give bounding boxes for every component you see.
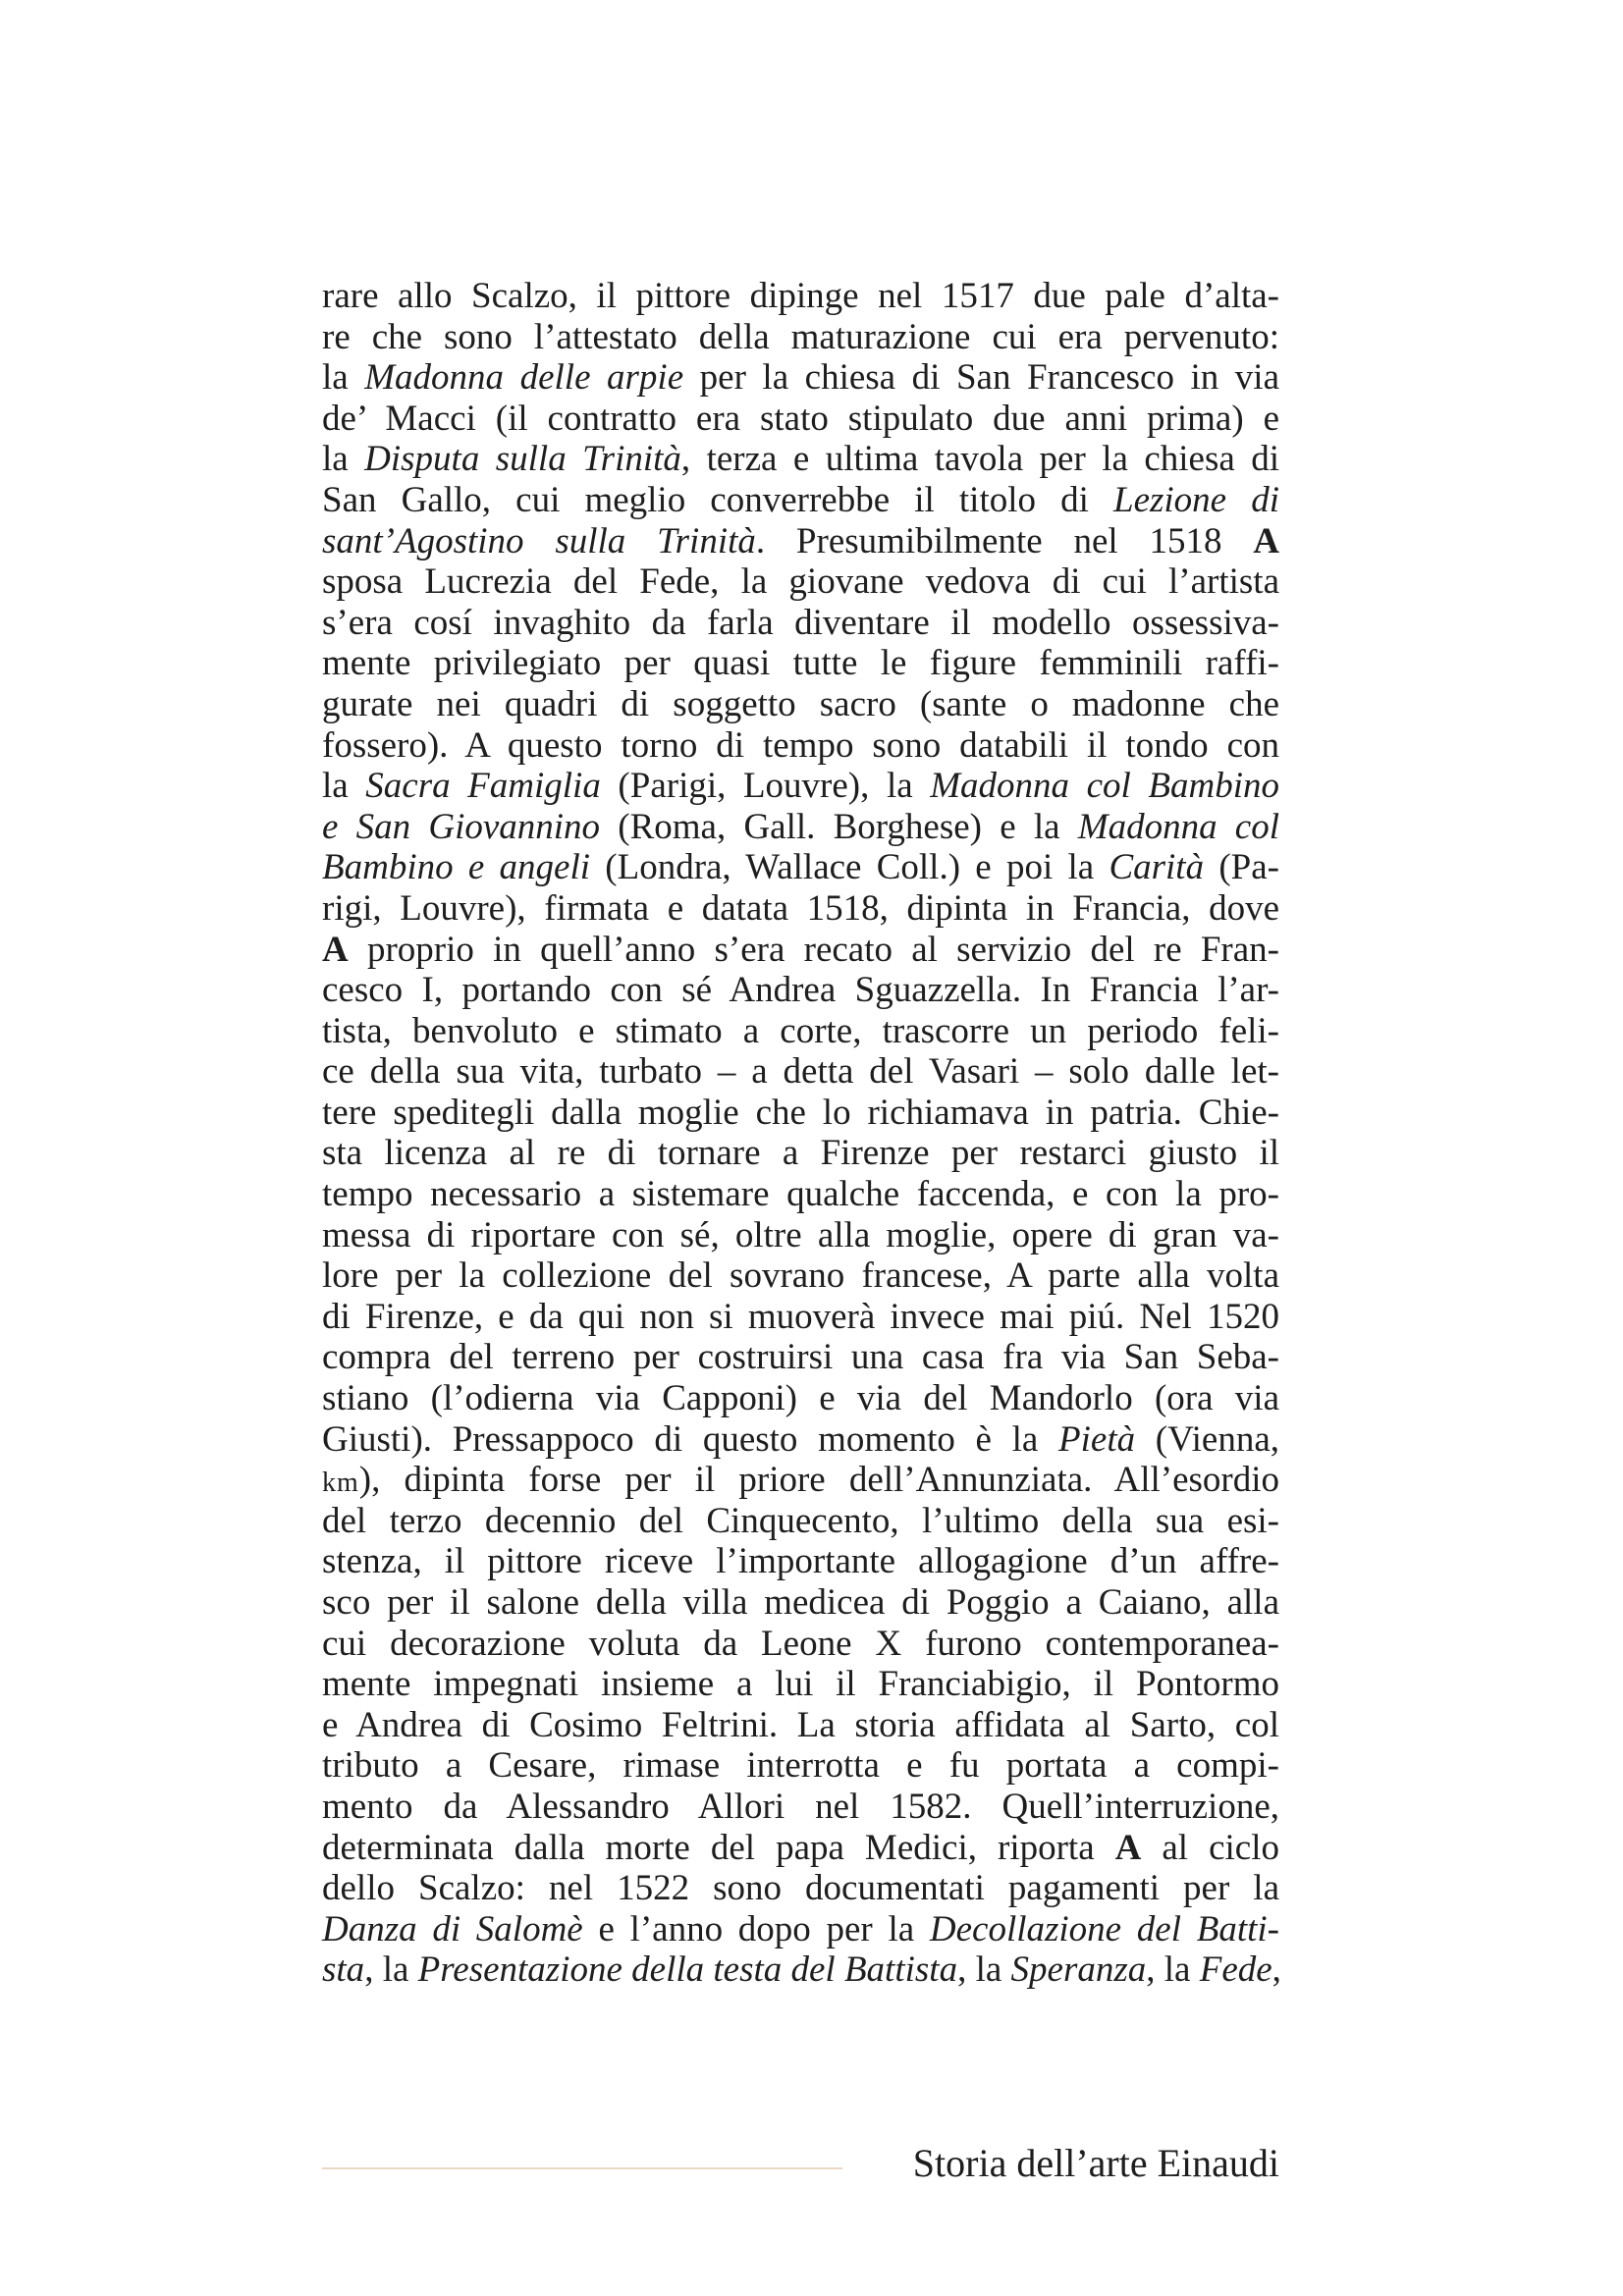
italic-title: Carità (1109, 847, 1205, 888)
text-run: ce della sua vita, turbato – a detta del Vasari – solo dalle let- (322, 1051, 1279, 1093)
text-run: mento da Alessandro Allori nel 1582. Quell’interruzione, (322, 1786, 1279, 1827)
text-run: la (322, 439, 365, 480)
text-run: San Gallo, cui meglio converrebbe il titolo di (322, 479, 1113, 520)
text-line (322, 1705, 1279, 1746)
italic-title: sant’Agostino sulla Trinità (322, 520, 756, 561)
text-run: stenza, il pittore riceve l’importante allogagione d’un affre- (322, 1541, 1279, 1582)
text-line (322, 1093, 1279, 1134)
text-run: (Londra, Wallace Coll.) e poi la (590, 847, 1109, 888)
text-line (322, 1828, 1279, 1869)
text-run: di Firenze, e da qui non si muoverà invece mai piú. Nel 1520 (322, 1296, 1279, 1337)
text-line (322, 970, 1279, 1011)
italic-title: Danza di Salomè (322, 1908, 583, 1949)
text-run: fossero). A questo torno di tempo sono databili il tondo con (322, 724, 1279, 766)
text-run: e l’anno dopo per la (582, 1908, 930, 1949)
text-run: cui decorazione voluta da Leone X furono contemporanea- (322, 1623, 1279, 1664)
text-line (322, 1664, 1279, 1705)
text-line (322, 399, 1279, 440)
italic-title: Sacra Famiglia (365, 766, 601, 807)
text-run: tributo a Cesare, rimase interrotta e fu portata a compi- (322, 1745, 1279, 1787)
text-line (322, 439, 1279, 480)
text-run: per la chiesa di San Francesco in via (683, 357, 1280, 399)
text-line (322, 1133, 1279, 1174)
text-run: de’ Macci (il contratto era stato stipulato due anni prima) e (322, 398, 1279, 439)
italic-title: Bambino e angeli (322, 847, 591, 888)
text-run: la (322, 357, 365, 399)
text-line (322, 807, 1279, 848)
text-run: la (322, 766, 366, 807)
text-run: tempo necessario a sistemare qualche faccenda, e con la pro- (322, 1174, 1279, 1215)
text-run: Giusti). Pressappoco di questo momento è la (322, 1418, 1059, 1460)
text-line (322, 1255, 1279, 1297)
text-line (322, 1174, 1279, 1215)
text-run: re che sono l’attestato della maturazione cui era pervenuto: (322, 316, 1279, 357)
text-line (322, 1297, 1279, 1338)
text-run: . Presumibilmente nel 1518 (755, 520, 1254, 561)
text-run: km (322, 1468, 359, 1499)
text-run: mente privilegiato per quasi tutte le figure femminili raffi- (322, 643, 1279, 684)
text-run: tista, benvoluto e stimato a corte, trascorre un periodo feli- (322, 1010, 1279, 1051)
text-run: determinata dalla morte del papa Medici, riporta (322, 1827, 1115, 1868)
text-run: sposa Lucrezia del Fede, la giovane vedova di cui l’artista (322, 561, 1279, 603)
text-line (322, 1909, 1279, 1950)
italic-title: Pietà (1058, 1418, 1136, 1460)
italic-title: Madonna col (1077, 806, 1280, 847)
text-run: , (1271, 1949, 1281, 1991)
text-run: messa di riportare con sé, oltre alla moglie, opere di gran va- (322, 1214, 1279, 1255)
text-run: , la (364, 1949, 418, 1991)
text-run: tere speditegli dalla moglie che lo richiamava in patria. Chie- (322, 1092, 1279, 1133)
text-line (322, 1011, 1279, 1052)
italic-title: Madonna delle arpie (364, 357, 684, 399)
text-run: (Pa- (1204, 847, 1279, 888)
text-line (322, 1541, 1279, 1582)
text-line (322, 1501, 1279, 1542)
italic-title: Disputa sulla Trinità (364, 439, 681, 480)
text-run: sta licenza al re di tornare a Firenze per restarci giusto il (322, 1133, 1279, 1174)
text-run: (Roma, Gall. Borghese) e la (600, 806, 1078, 847)
italic-title: Lezione di (1113, 479, 1279, 520)
text-run: compra del terreno per costruirsi una casa fra via San Seba- (322, 1337, 1279, 1378)
body-text (322, 276, 1279, 1991)
text-line (322, 1215, 1279, 1256)
text-line (322, 847, 1279, 888)
text-line (322, 1787, 1279, 1828)
text-line (322, 930, 1279, 971)
text-run: , terza e ultima tavola per la chiesa di (680, 439, 1280, 480)
text-line (322, 276, 1279, 317)
text-line (322, 1582, 1279, 1624)
text-line (322, 561, 1279, 603)
italic-title: e San Giovannino (322, 806, 601, 847)
text-run: (Parigi, Louvre), la (600, 766, 931, 807)
text-run: e Andrea di Cosimo Feltrini. La storia affidata al Sarto, col (322, 1704, 1279, 1745)
text-run: cesco I, portando con sé Andrea Sguazzella. In Francia l’ar- (322, 970, 1279, 1011)
text-line (322, 1419, 1279, 1461)
text-run: al ciclo (1141, 1827, 1280, 1868)
text-line (322, 521, 1279, 562)
footer-title: Storia dell’arte Einaudi (912, 2141, 1279, 2185)
text-run: del terzo decennio del Cinquecento, l’ultimo della sua esi- (322, 1500, 1279, 1541)
text-run: gurate nei quadri di soggetto sacro (sante o madonne che (322, 683, 1279, 724)
text-run: rare allo Scalzo, il pittore dipinge nel 1517 due pale d’alta- (322, 276, 1279, 316)
text-line (322, 643, 1279, 684)
text-run: s’era cosí invaghito da farla diventare il modello ossessiva- (322, 602, 1279, 643)
text-line (322, 766, 1279, 807)
text-run: , la (1146, 1949, 1200, 1991)
text-line (322, 1378, 1279, 1419)
text-run: , la (957, 1949, 1011, 1991)
italic-title: sta (322, 1949, 365, 1991)
bold-initial: A (322, 929, 349, 970)
text-run: dello Scalzo: nel 1522 sono documentati pagamenti per la (322, 1868, 1279, 1909)
italic-title: Decollazione del Batti- (929, 1908, 1279, 1949)
text-run: mente impegnati insieme a lui il Franciabigio, il Pontormo (322, 1664, 1279, 1705)
bold-initial: A (1114, 1827, 1142, 1868)
text-run: sco per il salone della villa medicea di Poggio a Caiano, alla (322, 1582, 1279, 1623)
italic-title: Fede (1199, 1949, 1272, 1991)
text-run: rigi, Louvre), firmata e datata 1518, dipinta in Francia, dove (322, 887, 1279, 929)
text-line (322, 357, 1279, 399)
text-line (322, 888, 1279, 930)
text-run: (Vienna, (1135, 1418, 1279, 1460)
text-run: stiano (l’odierna via Capponi) e via del Mandorlo (ora via (322, 1378, 1279, 1419)
italic-title: Presentazione della testa del Battista (417, 1949, 958, 1991)
text-line (322, 1868, 1279, 1909)
text-run: lore per la collezione del sovrano francese, A parte alla volta (322, 1255, 1279, 1297)
text-line (322, 1337, 1279, 1378)
text-run: proprio in quell’anno s’era recato al servizio del re Fran- (348, 929, 1279, 970)
text-line (322, 1949, 1279, 1991)
text-run: ), dipinta forse per il priore dell’Annunziata. All’esordio (358, 1460, 1279, 1501)
text-line (322, 1051, 1279, 1093)
text-line (322, 603, 1279, 644)
text-line (322, 1460, 1279, 1501)
text-line (322, 725, 1279, 767)
text-line (322, 480, 1279, 521)
text-line (322, 1624, 1279, 1665)
text-line (322, 684, 1279, 725)
text-line (322, 317, 1279, 358)
italic-title: Speranza (1010, 1949, 1147, 1991)
bold-initial: A (1253, 520, 1279, 561)
text-line (322, 1745, 1279, 1787)
footer-rule (322, 2167, 842, 2169)
italic-title: Madonna col Bambino (930, 766, 1279, 807)
